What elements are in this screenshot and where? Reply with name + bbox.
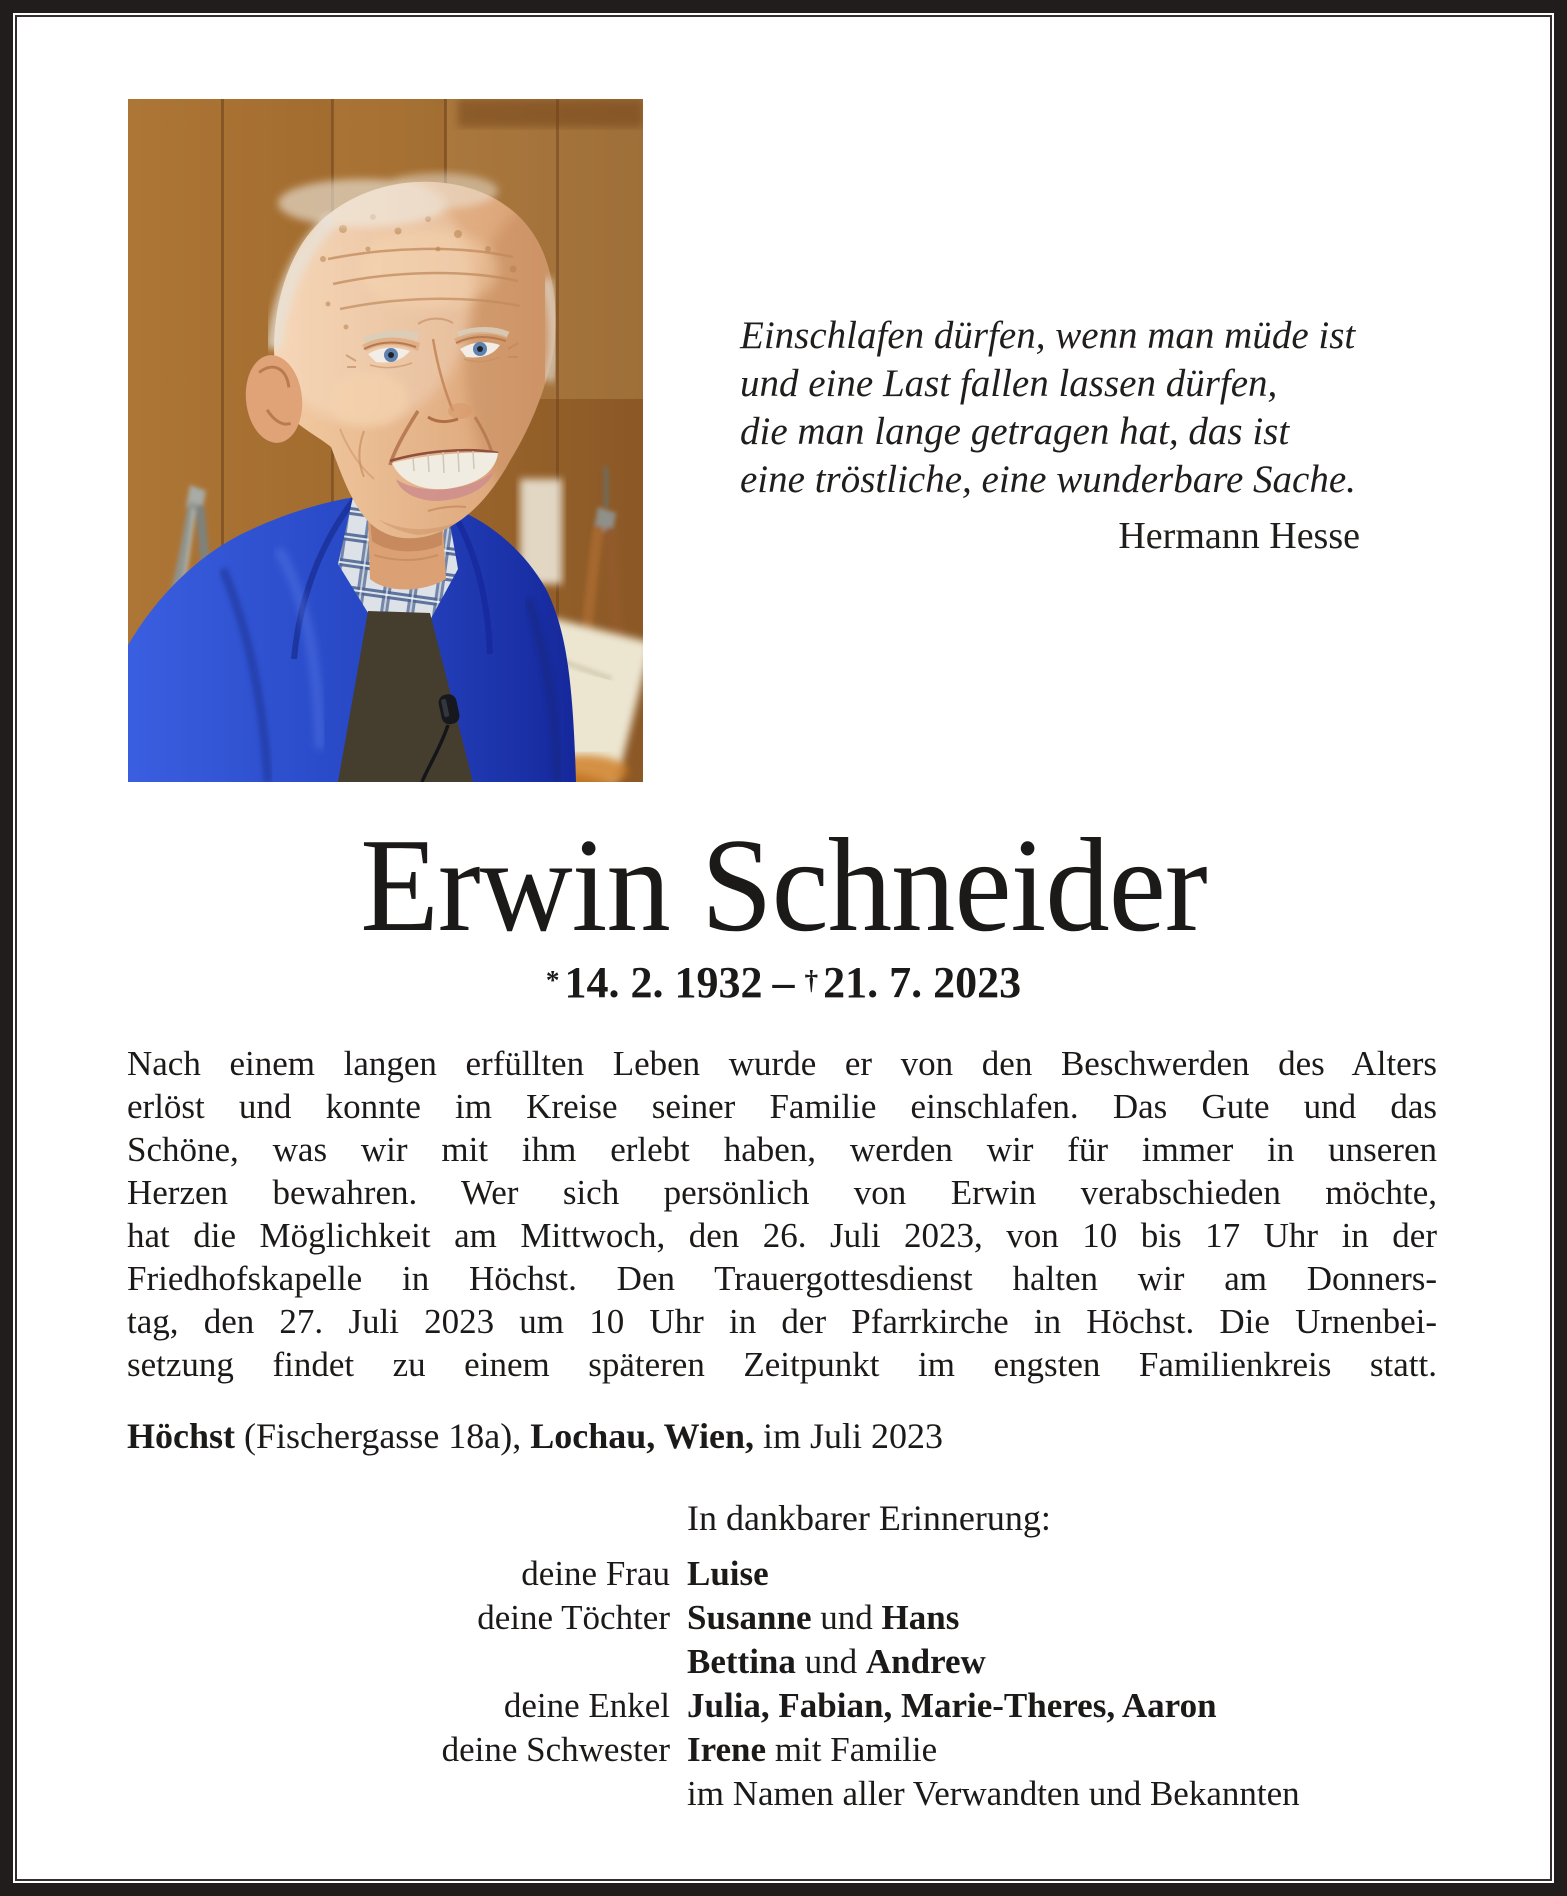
death-cross-icon: † xyxy=(804,964,819,995)
text-regular: und xyxy=(811,1598,882,1637)
remembrance-row xyxy=(127,1640,1300,1684)
text-regular: im Namen aller Verwandten und Bekannten xyxy=(687,1774,1300,1813)
remembrance-row xyxy=(127,1772,1300,1816)
name-bold: Luise xyxy=(687,1554,769,1593)
remembrance-heading: In dankbarer Erinnerung: xyxy=(687,1498,1051,1538)
quote-line: die man lange getragen hat, das ist xyxy=(740,410,1290,453)
obituary-line: Herzen bewahren. Wer sich persönlich von Erwin verabschieden möchte, xyxy=(127,1173,1437,1212)
obituary-line: hat die Möglichkeit am Mittwoch, den 26. Juli 2023, von 10 bis 17 Uhr in der xyxy=(127,1216,1437,1255)
text-regular: (Fischergasse 18a), xyxy=(235,1416,531,1456)
relation-label: deine Töchter xyxy=(477,1598,670,1637)
relation-label: deine Enkel xyxy=(503,1686,670,1725)
quote-line: Einschlafen dürfen, wenn man müde ist xyxy=(740,314,1356,357)
name-bold: Lochau, Wien, xyxy=(530,1416,754,1456)
text-regular: und xyxy=(795,1642,866,1681)
portrait-photo-illustration xyxy=(128,99,643,782)
memorial-quote xyxy=(740,312,1360,560)
life-dates xyxy=(0,957,1567,1008)
quote-text xyxy=(740,312,1360,504)
obituary-line: Nach einem langen erfüllten Leben wurde er von den Beschwerden des Alters xyxy=(127,1044,1437,1083)
name-bold: Höchst xyxy=(127,1416,235,1456)
relation-names xyxy=(687,1552,769,1596)
dates-separator: – xyxy=(772,958,795,1007)
relation-names xyxy=(687,1728,937,1772)
quote-line: eine tröstliche, eine wunderbare Sache. xyxy=(740,458,1356,501)
obituary-line: Friedhofskapelle in Höchst. Den Trauergottesdienst halten wir am Donners- xyxy=(127,1259,1437,1298)
death-date: 21. 7. 2023 xyxy=(823,958,1022,1007)
remembrance-list xyxy=(127,1552,1300,1816)
obituary-line: erlöst und konnte im Kreise seiner Familie einschlafen. Das Gute und das xyxy=(127,1087,1437,1126)
relation-names xyxy=(687,1772,1300,1816)
name-bold: Andrew xyxy=(865,1642,986,1681)
relation-label: deine Schwester xyxy=(441,1730,670,1769)
remembrance-row xyxy=(127,1728,1300,1772)
remembrance-row xyxy=(127,1596,1300,1640)
name-bold: Hans xyxy=(881,1598,960,1637)
portrait-photo xyxy=(128,99,643,782)
name-bold: Julia, Fabian, Marie-Theres, Aaron xyxy=(687,1686,1217,1725)
relation-label xyxy=(127,1772,670,1816)
obituary-line: Schöne, was wir mit ihm erlebt haben, werden wir für immer in unseren xyxy=(127,1130,1437,1169)
relation-label: deine Frau xyxy=(521,1554,670,1593)
name-bold: Bettina xyxy=(687,1642,796,1681)
quote-attribution: Hermann Hesse xyxy=(1118,515,1360,557)
obituary-text xyxy=(127,1042,1437,1386)
remembrance-row xyxy=(127,1684,1300,1728)
text-regular: im Juli 2023 xyxy=(754,1416,944,1456)
deceased-name: Erwin Schneider xyxy=(360,811,1207,959)
remembrance-rows xyxy=(127,1552,1300,1816)
relation-names xyxy=(687,1596,959,1640)
birth-star-icon: * xyxy=(545,964,560,995)
relation-label xyxy=(127,1640,670,1684)
quote-line: und eine Last fallen lassen dürfen, xyxy=(740,362,1278,405)
name-bold: Irene xyxy=(687,1730,767,1769)
location-line xyxy=(127,1414,943,1458)
obituary-line: tag, den 27. Juli 2023 um 10 Uhr in der Pfarrkirche in Höchst. Die Urnenbei- xyxy=(127,1302,1437,1341)
relation-names xyxy=(687,1640,986,1684)
birth-date: 14. 2. 1932 xyxy=(564,958,763,1007)
text-regular: mit Familie xyxy=(766,1730,938,1769)
name-bold: Susanne xyxy=(687,1598,812,1637)
relation-names xyxy=(687,1684,1217,1728)
remembrance-row xyxy=(127,1552,1300,1596)
obituary-line: setzung findet zu einem späteren Zeitpunkt im engsten Familienkreis statt. xyxy=(127,1345,1437,1384)
